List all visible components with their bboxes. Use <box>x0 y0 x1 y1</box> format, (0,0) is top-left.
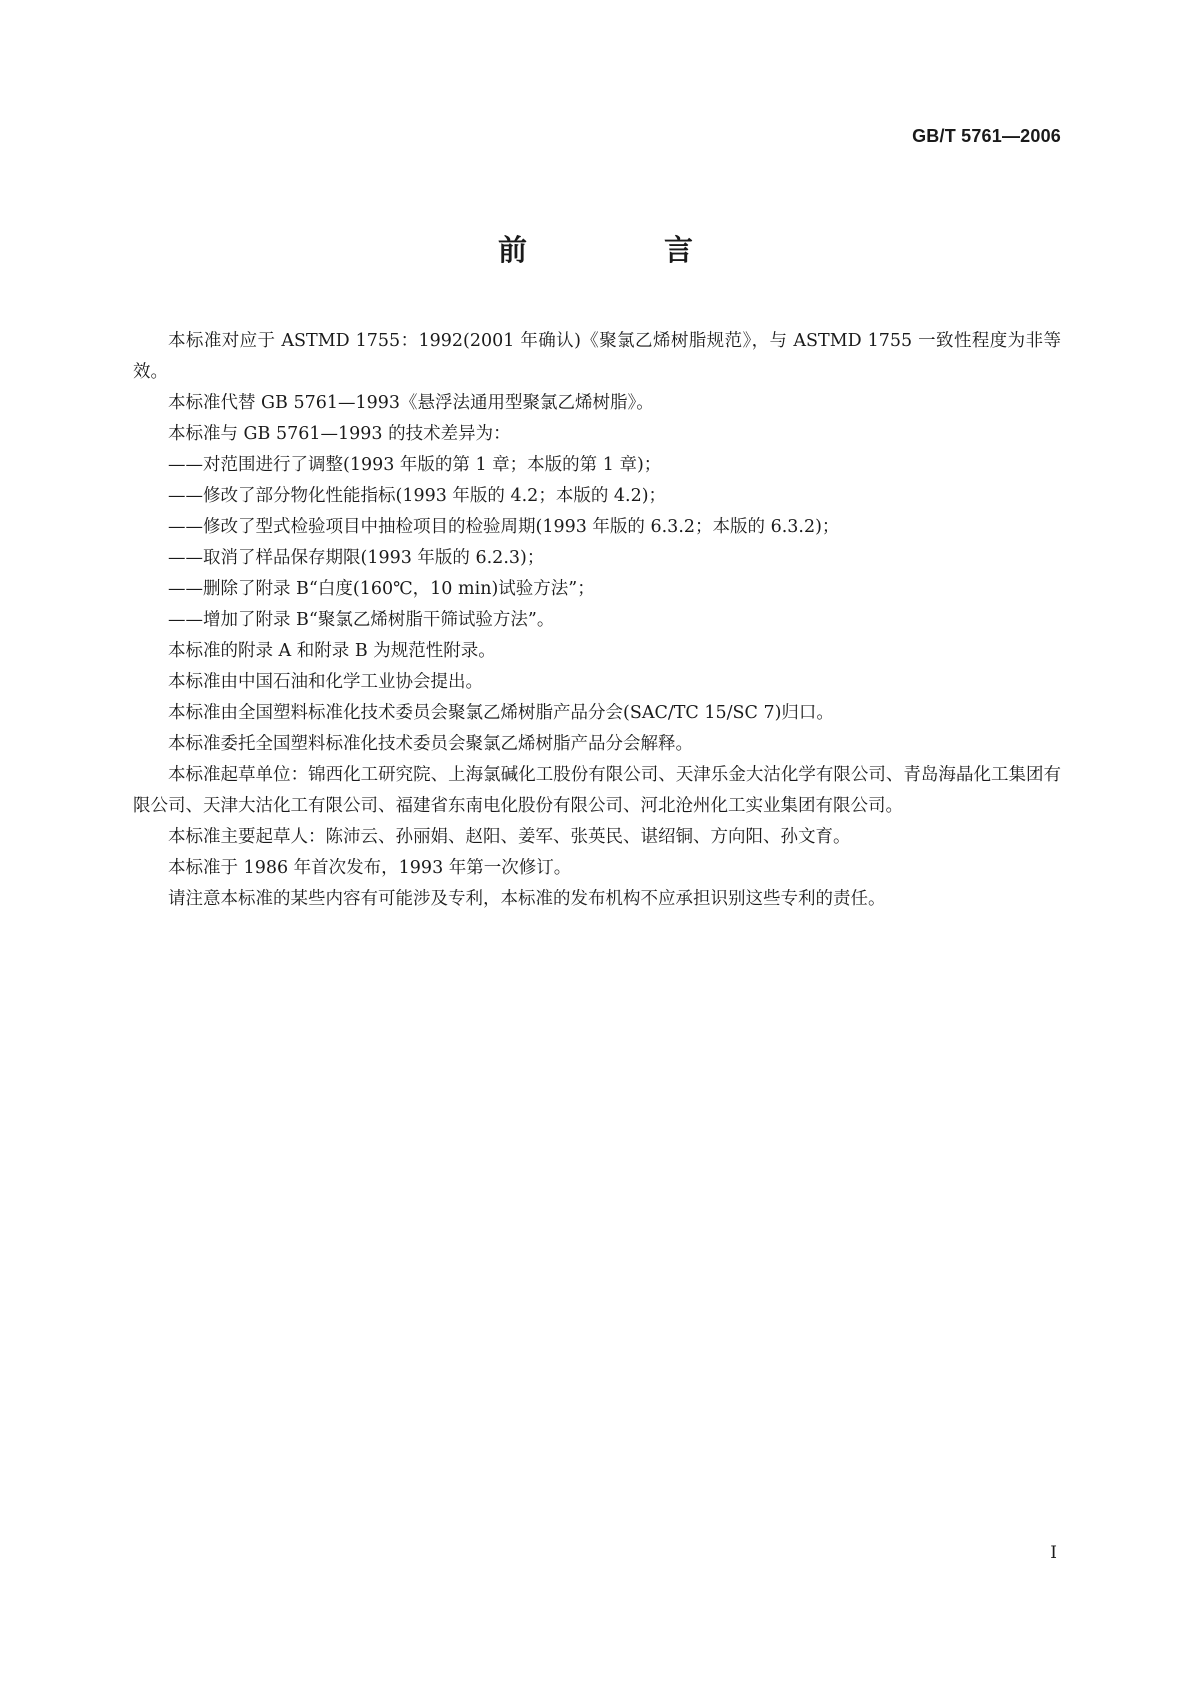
foreword-body <box>133 326 1061 915</box>
list-item: ——增加了附录 B“聚氯乙烯树脂干筛试验方法”。 <box>168 610 555 630</box>
paragraph-history: 本标准于 1986 年首次发布，1993 年第一次修订。 <box>168 858 572 878</box>
paragraph-drafting-units: 本标准起草单位：锦西化工研究院、上海氯碱化工股份有限公司、天津乐金大沽化学有限公司、青岛海晶化工集团有限公司、天津大沽化工有限公司、福建省东南电化股份有限公司、河北沧州化工实业集团有限公司。 <box>133 765 1061 816</box>
paragraph-correspondence: 本标准对应于 ASTMD 1755：1992(2001 年确认)《聚氯乙烯树脂规范》，与 ASTMD 1755 一致性程度为非等效。 <box>133 331 1061 382</box>
standard-code: GB/T 5761—2006 <box>912 126 1061 146</box>
paragraph-drafters: 本标准主要起草人：陈沛云、孙丽娟、赵阳、姜军、张英民、谌绍铜、方向阳、孙文育。 <box>168 827 851 847</box>
paragraph-annexes: 本标准的附录 A 和附录 B 为规范性附录。 <box>168 641 496 661</box>
paragraph-differences-intro: 本标准与 GB 5761—1993 的技术差异为： <box>168 424 511 444</box>
list-item: ——取消了样品保存期限(1993 年版的 6.2.3)； <box>168 548 545 568</box>
list-item: ——删除了附录 B“白度(160℃，10 min)试验方法”； <box>168 579 595 599</box>
paragraph-interpretation: 本标准委托全国塑料标准化技术委员会聚氯乙烯树脂产品分会解释。 <box>168 734 693 754</box>
paragraph-patent-notice: 请注意本标准的某些内容有可能涉及专利，本标准的发布机构不应承担识别这些专利的责任。 <box>168 889 886 909</box>
paragraph-centralized-by: 本标准由全国塑料标准化技术委员会聚氯乙烯树脂产品分会(SAC/TC 15/SC 7)归口。 <box>168 703 834 723</box>
list-item: ——修改了部分物化性能指标(1993 年版的 4.2；本版的 4.2)； <box>168 486 667 506</box>
list-item: ——对范围进行了调整(1993 年版的第 1 章；本版的第 1 章)； <box>168 455 662 475</box>
list-item: ——修改了型式检验项目中抽检项目的检验周期(1993 年版的 6.3.2；本版的 6.3.2)； <box>168 517 840 537</box>
page-number: I <box>1050 1543 1057 1563</box>
paragraph-proposed-by: 本标准由中国石油和化学工业协会提出。 <box>168 672 483 692</box>
paragraph-replaces: 本标准代替 GB 5761—1993《悬浮法通用型聚氯乙烯树脂》。 <box>168 393 654 413</box>
page-title: 前 言 <box>497 233 747 267</box>
